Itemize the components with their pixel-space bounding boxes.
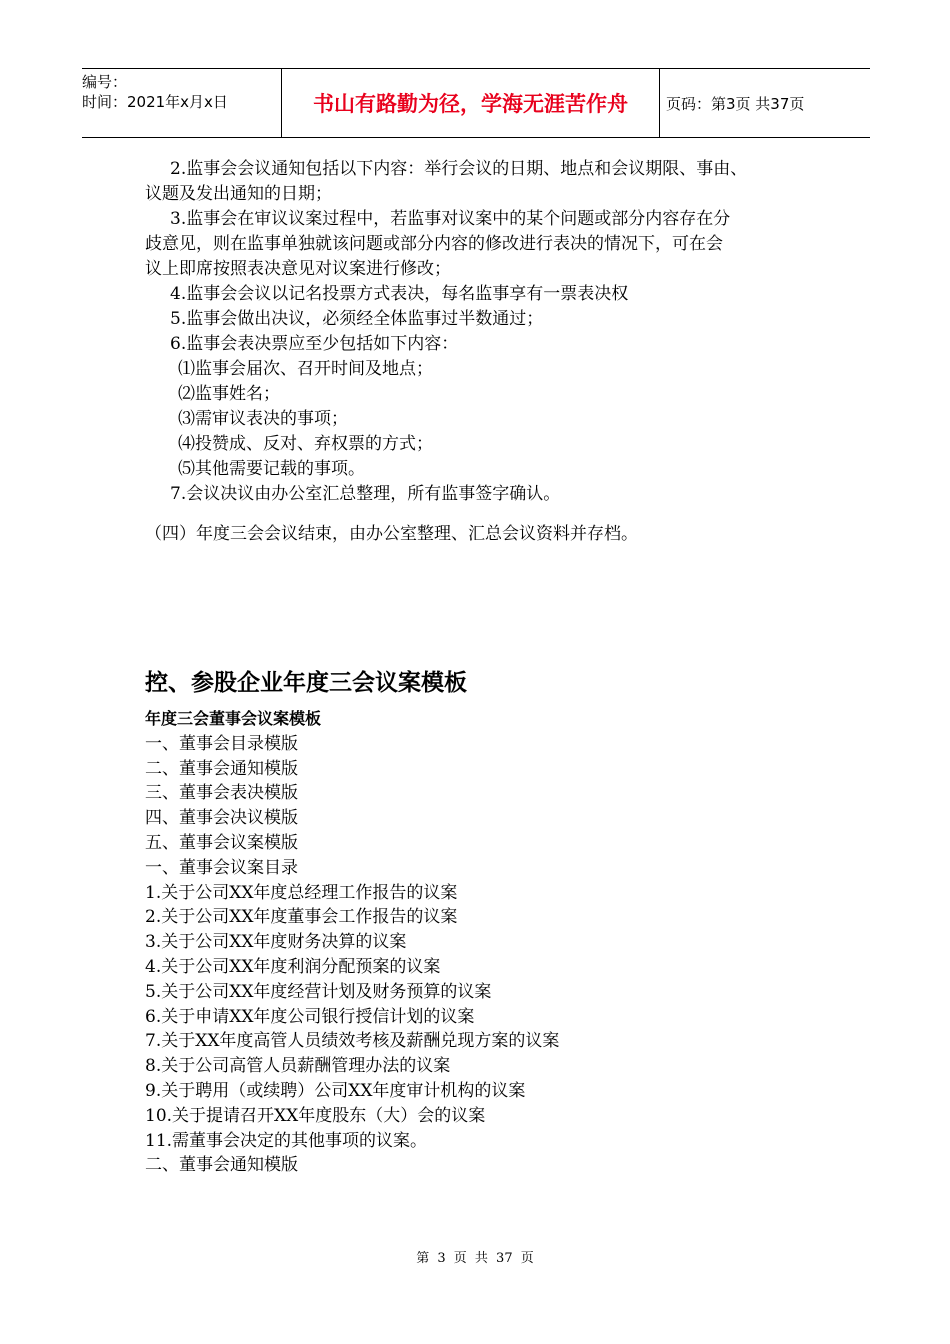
document-date: 时间：2021年x月x日 bbox=[82, 93, 228, 111]
paragraph-item-2-cont: 议题及发出通知的日期； bbox=[145, 184, 332, 204]
list-item: 五、董事会议案模版 bbox=[145, 832, 298, 853]
paragraph-item-5: 5.监事会做出决议，必须经全体监事过半数通过； bbox=[170, 309, 544, 329]
template-list bbox=[145, 707, 559, 1178]
sub-item-2: ⑵监事姓名； bbox=[178, 384, 280, 404]
header-page-info: 页码：第3页 共37页 bbox=[666, 94, 805, 113]
paragraph-item-6: 6.监事会表决票应至少包括如下内容： bbox=[170, 334, 459, 354]
paragraph-item-7: 7.会议决议由办公室汇总整理，所有监事签字确认。 bbox=[170, 484, 561, 504]
body-text bbox=[145, 157, 825, 547]
header-motto: 书山有路勤为径，学海无涯苦作舟 bbox=[313, 92, 628, 116]
list-item: 一、董事会议案目录 bbox=[145, 857, 298, 878]
section-title: 控、参股企业年度三会议案模板 bbox=[145, 670, 467, 696]
header-meta bbox=[82, 69, 282, 137]
list-item: 9.关于聘用（或续聘）公司XX年度审计机构的议案 bbox=[145, 1080, 526, 1101]
paragraph-item-2: 2.监事会会议通知包括以下内容：举行会议的日期、地点和会议期限、事由、 bbox=[170, 159, 748, 179]
template-subtitle: 年度三会董事会议案模板 bbox=[145, 709, 322, 728]
list-item: 4.关于公司XX年度利润分配预案的议案 bbox=[145, 956, 441, 977]
list-item: 6.关于申请XX年度公司银行授信计划的议案 bbox=[145, 1006, 475, 1027]
paragraph-item-4: 4.监事会会议以记名投票方式表决，每名监事享有一票表决权 bbox=[170, 284, 629, 304]
document-number-label: 编号： bbox=[82, 73, 128, 91]
list-item: 二、董事会通知模版 bbox=[145, 758, 298, 779]
paragraph-item-3: 3.监事会在审议议案过程中，若监事对议案中的某个问题或部分内容存在分 bbox=[170, 209, 731, 229]
list-item: 一、董事会目录模版 bbox=[145, 733, 298, 754]
sub-item-4: ⑷投赞成、反对、弃权票的方式； bbox=[178, 434, 433, 454]
list-item: 5.关于公司XX年度经营计划及财务预算的议案 bbox=[145, 981, 492, 1002]
sub-item-1: ⑴监事会届次、召开时间及地点； bbox=[178, 359, 433, 379]
paragraph-item-3-cont: 歧意见，则在监事单独就该问题或部分内容的修改进行表决的情况下，可在会 bbox=[145, 234, 723, 254]
list-item: 1.关于公司XX年度总经理工作报告的议案 bbox=[145, 882, 458, 903]
list-item: 10.关于提请召开XX年度股东（大）会的议案 bbox=[145, 1105, 486, 1126]
paragraph-item-3-cont2: 议上即席按照表决意见对议案进行修改； bbox=[145, 259, 451, 279]
paragraph-section-4: （四）年度三会会议结束，由办公室整理、汇总会议资料并存档。 bbox=[145, 524, 638, 544]
page-footer: 第 3 页 共 37 页 bbox=[416, 1251, 534, 1266]
list-item: 7.关于XX年度高管人员绩效考核及薪酬兑现方案的议案 bbox=[145, 1031, 560, 1052]
list-item: 3.关于公司XX年度财务决算的议案 bbox=[145, 932, 407, 953]
list-item: 四、董事会决议模版 bbox=[145, 808, 298, 829]
list-item: 11.需董事会决定的其他事项的议案。 bbox=[145, 1130, 428, 1151]
list-item: 8.关于公司高管人员薪酬管理办法的议案 bbox=[145, 1056, 451, 1077]
list-item: 2.关于公司XX年度董事会工作报告的议案 bbox=[145, 907, 458, 928]
sub-item-5: ⑸其他需要记载的事项。 bbox=[178, 459, 365, 479]
sub-item-3: ⑶需审议表决的事项； bbox=[178, 409, 348, 429]
list-item: 二、董事会通知模版 bbox=[145, 1155, 298, 1176]
header-motto-cell bbox=[282, 69, 660, 137]
page-header bbox=[82, 68, 870, 138]
list-item: 三、董事会表决模版 bbox=[145, 783, 298, 804]
